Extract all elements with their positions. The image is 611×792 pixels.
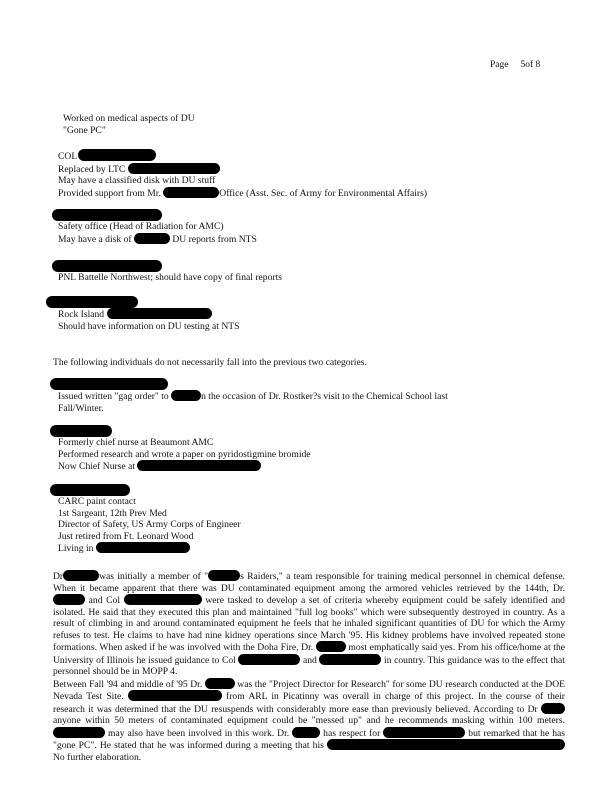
text-line: Living in	[58, 542, 558, 555]
text-line: The following individuals do not necessarily fall into the previous two categories.	[53, 357, 367, 368]
entry-header	[58, 425, 558, 437]
redaction-mark	[50, 484, 130, 496]
redaction-mark	[383, 727, 465, 738]
page-count: 5of 8	[520, 60, 541, 70]
narrative-paragraph: Dr was initially a member of " s Raiders," a team responsible for training medical personnel in chemical defense. When it became apparent that there was DU contaminated equipment among the armored vehicles retrieved by the 144th, Dr. and Col were tasked to develop a set of criteria whereby equipment could be safely identified and isolated. He said that they executed this plan and maintained "full log books" which were subsequently destroyed in country. As a result of climbing in and around contaminated equipment he feels that he inhaled significant quantities of DU for which the Army refuses to test. He claims to have had nine kidney operations since March '95. His kidney problems have involved repeated stone formations. When asked if he was involved with the Doha Fire, Dr. most emphatically said yes. From his office/home at the University of Illinois he issued guidance to Col and in country. This guidance was to the effect that personnel should be in MOPP 4. Between Fall '94 and middle of '95 Dr. was the "Project Director for Research" for some DU research conducted at the DOE Nevada Test Site. from ARL in Picatinny was overall in charge of this project. In the course of their research it was determined that the DU resuspends with considerably more ease than previously believed. According to Dr anyone within 50 meters of contaminated equipment could be "messed up" and he recommends masking within 100 meters. may also have been involved in this work. Dr. has respect for but remarked that he has "gone PC". He stated that he was informed during a meeting that his No further elaboration.	[53, 571, 566, 763]
section-medical-du	[63, 113, 563, 136]
section-rock-island	[58, 296, 558, 332]
redaction-mark	[171, 390, 201, 401]
redaction-mark	[107, 308, 212, 319]
redaction-mark	[78, 149, 156, 161]
entry-header	[58, 378, 558, 390]
text-line: CARC paint contact	[58, 496, 136, 507]
section-chief-nurse	[58, 425, 558, 473]
redaction-mark	[63, 570, 99, 581]
text-line: Now Chief Nurse at	[58, 460, 558, 473]
text-line: Worked on medical aspects of DU	[63, 113, 195, 124]
text-line: Should have information on DU testing at NTS	[58, 320, 240, 332]
redaction-mark	[137, 460, 261, 471]
redaction-mark	[52, 260, 162, 272]
redaction-mark	[52, 209, 162, 221]
redaction-mark	[53, 727, 105, 738]
section-gag-order	[58, 378, 558, 414]
entry-header	[58, 209, 558, 221]
redaction-mark	[124, 594, 202, 605]
redaction-mark	[53, 594, 85, 605]
redaction-mark	[96, 542, 190, 553]
text-line: Issued written "gag order" to n the occasion of Dr. Rostker?s visit to the Chemical School last	[58, 391, 448, 402]
text-line: "Gone PC"	[63, 124, 106, 136]
redaction-mark	[128, 690, 222, 701]
section-safety-office	[58, 209, 558, 245]
redaction-mark	[163, 187, 219, 198]
text-line: May have a classified disk with DU stuff	[58, 175, 216, 186]
text-line: Safety office (Head of Radiation for AMC)	[58, 221, 224, 232]
text-line: Director of Safety, US Army Corps of Engineer	[58, 519, 241, 530]
text-line: Replaced by LTC	[58, 163, 558, 176]
text-line: Formerly chief nurse at Beaumont AMC	[58, 437, 214, 448]
text-line: May have a disk of DU reports from NTS	[58, 233, 257, 245]
section-carc-paint	[58, 484, 558, 555]
section-col	[58, 149, 558, 199]
text-line: PNL Battelle Northwest; should have copy of final reports	[58, 272, 282, 283]
section-intro	[53, 357, 553, 369]
entry-header	[58, 296, 558, 308]
redaction-mark	[292, 727, 320, 738]
page-label: Page	[490, 60, 509, 70]
redaction-mark	[50, 378, 168, 390]
text-line: Just retired from Ft. Leonard Wood	[58, 530, 194, 542]
entry-header	[58, 149, 558, 163]
redaction-mark	[46, 296, 138, 308]
header-text: COL	[58, 151, 78, 162]
redaction-mark	[128, 163, 220, 174]
redaction-mark	[327, 739, 565, 750]
text-line: Rock Island	[58, 308, 558, 321]
redaction-mark	[238, 654, 300, 665]
text-line: Performed research and wrote a paper on pyridostigmine bromide	[58, 448, 311, 460]
text-line: Fall/Winter.	[58, 402, 104, 414]
redaction-mark	[541, 703, 565, 714]
page-number	[490, 60, 540, 72]
text-line: Provided support from Mr. Office (Asst. Sec. of Army for Environmental Affairs)	[58, 187, 428, 199]
entry-header	[58, 260, 558, 272]
entry-header	[58, 484, 558, 496]
section-pnl-battelle	[58, 260, 558, 284]
text-line: 1st Sargeant, 12th Prev Med	[58, 507, 167, 519]
redaction-mark	[316, 641, 346, 652]
redaction-mark	[208, 570, 240, 581]
redaction-mark	[50, 425, 112, 437]
redaction-mark	[205, 678, 235, 689]
redaction-mark	[319, 654, 381, 665]
redaction-mark	[134, 233, 170, 244]
